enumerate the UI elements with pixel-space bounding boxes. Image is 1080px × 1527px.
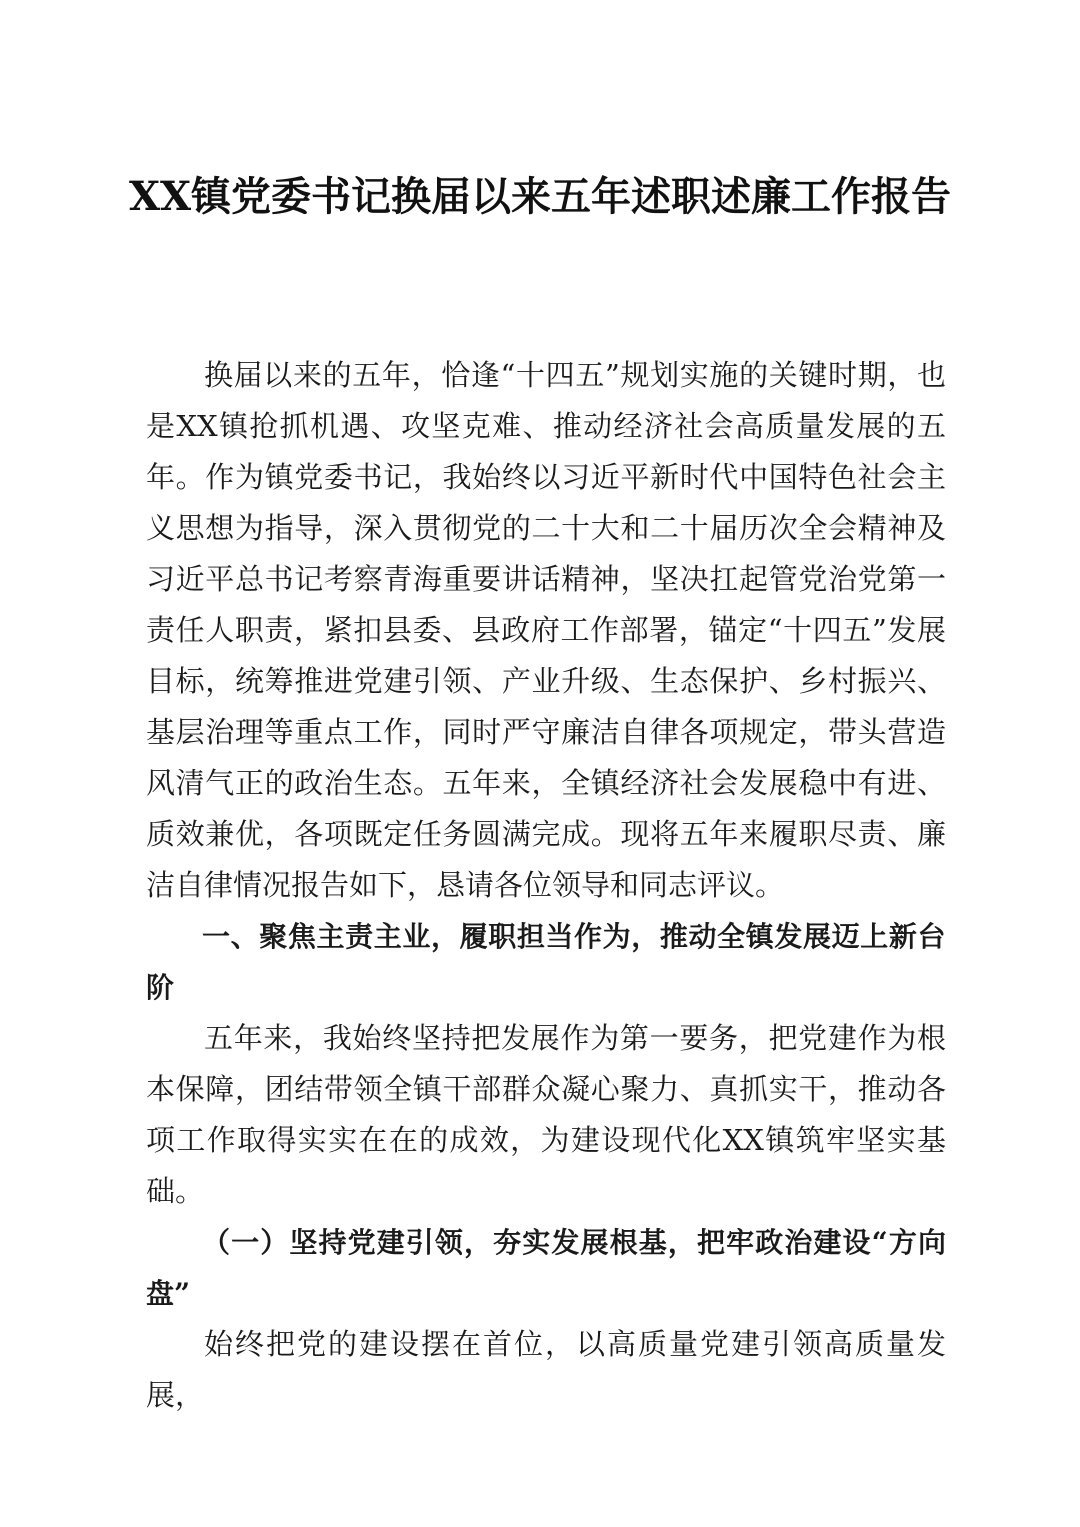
section-1-paragraph: 五年来，我始终坚持把发展作为第一要务，把党建作为根本保障，团结带领全镇干部群众凝心聚力、真抓实干，推动各项工作取得实实在在的成效，为建设现代化XX镇筑牢坚实基础。 xyxy=(146,1021,946,1208)
document-title: XX镇党委书记换届以来五年述职述廉工作报告 xyxy=(128,173,952,220)
subsection-heading-1: （一）坚持党建引领，夯实发展根基，把牢政治建设“方向盘” xyxy=(146,1226,946,1310)
subsection-1-paragraph: 始终把党的建设摆在首位，以高质量党建引领高质量发展， xyxy=(146,1327,946,1412)
intro-paragraph: 换届以来的五年，恰逢“十四五”规划实施的关键时期，也是XX镇抢抓机遇、攻坚克难、推动经济社会高质量发展的五年。作为镇党委书记，我始终以习近平新时代中国特色社会主义思想为指导，深入贯彻党的二十大和二十届历次全会精神及习近平总书记考察青海重要讲话精神，坚决扛起管党治党第一责任人职责，紧扣县委、县政府工作部署，锚定“十四五”发展目标，统筹推进党建引领、产业升级、生态保护、乡村振兴、基层治理等重点工作，同时严守廉洁自律各项规定，带头营造风清气正的政治生态。五年来，全镇经济社会发展稳中有进、质效兼优，各项既定任务圆满完成。现将五年来履职尽责、廉洁自律情况报告如下，恳请各位领导和同志评议。 xyxy=(146,358,946,902)
section-heading-1: 一、聚焦主责主业，履职担当作为，推动全镇发展迈上新台阶 xyxy=(146,920,946,1004)
document-body xyxy=(146,350,946,1421)
